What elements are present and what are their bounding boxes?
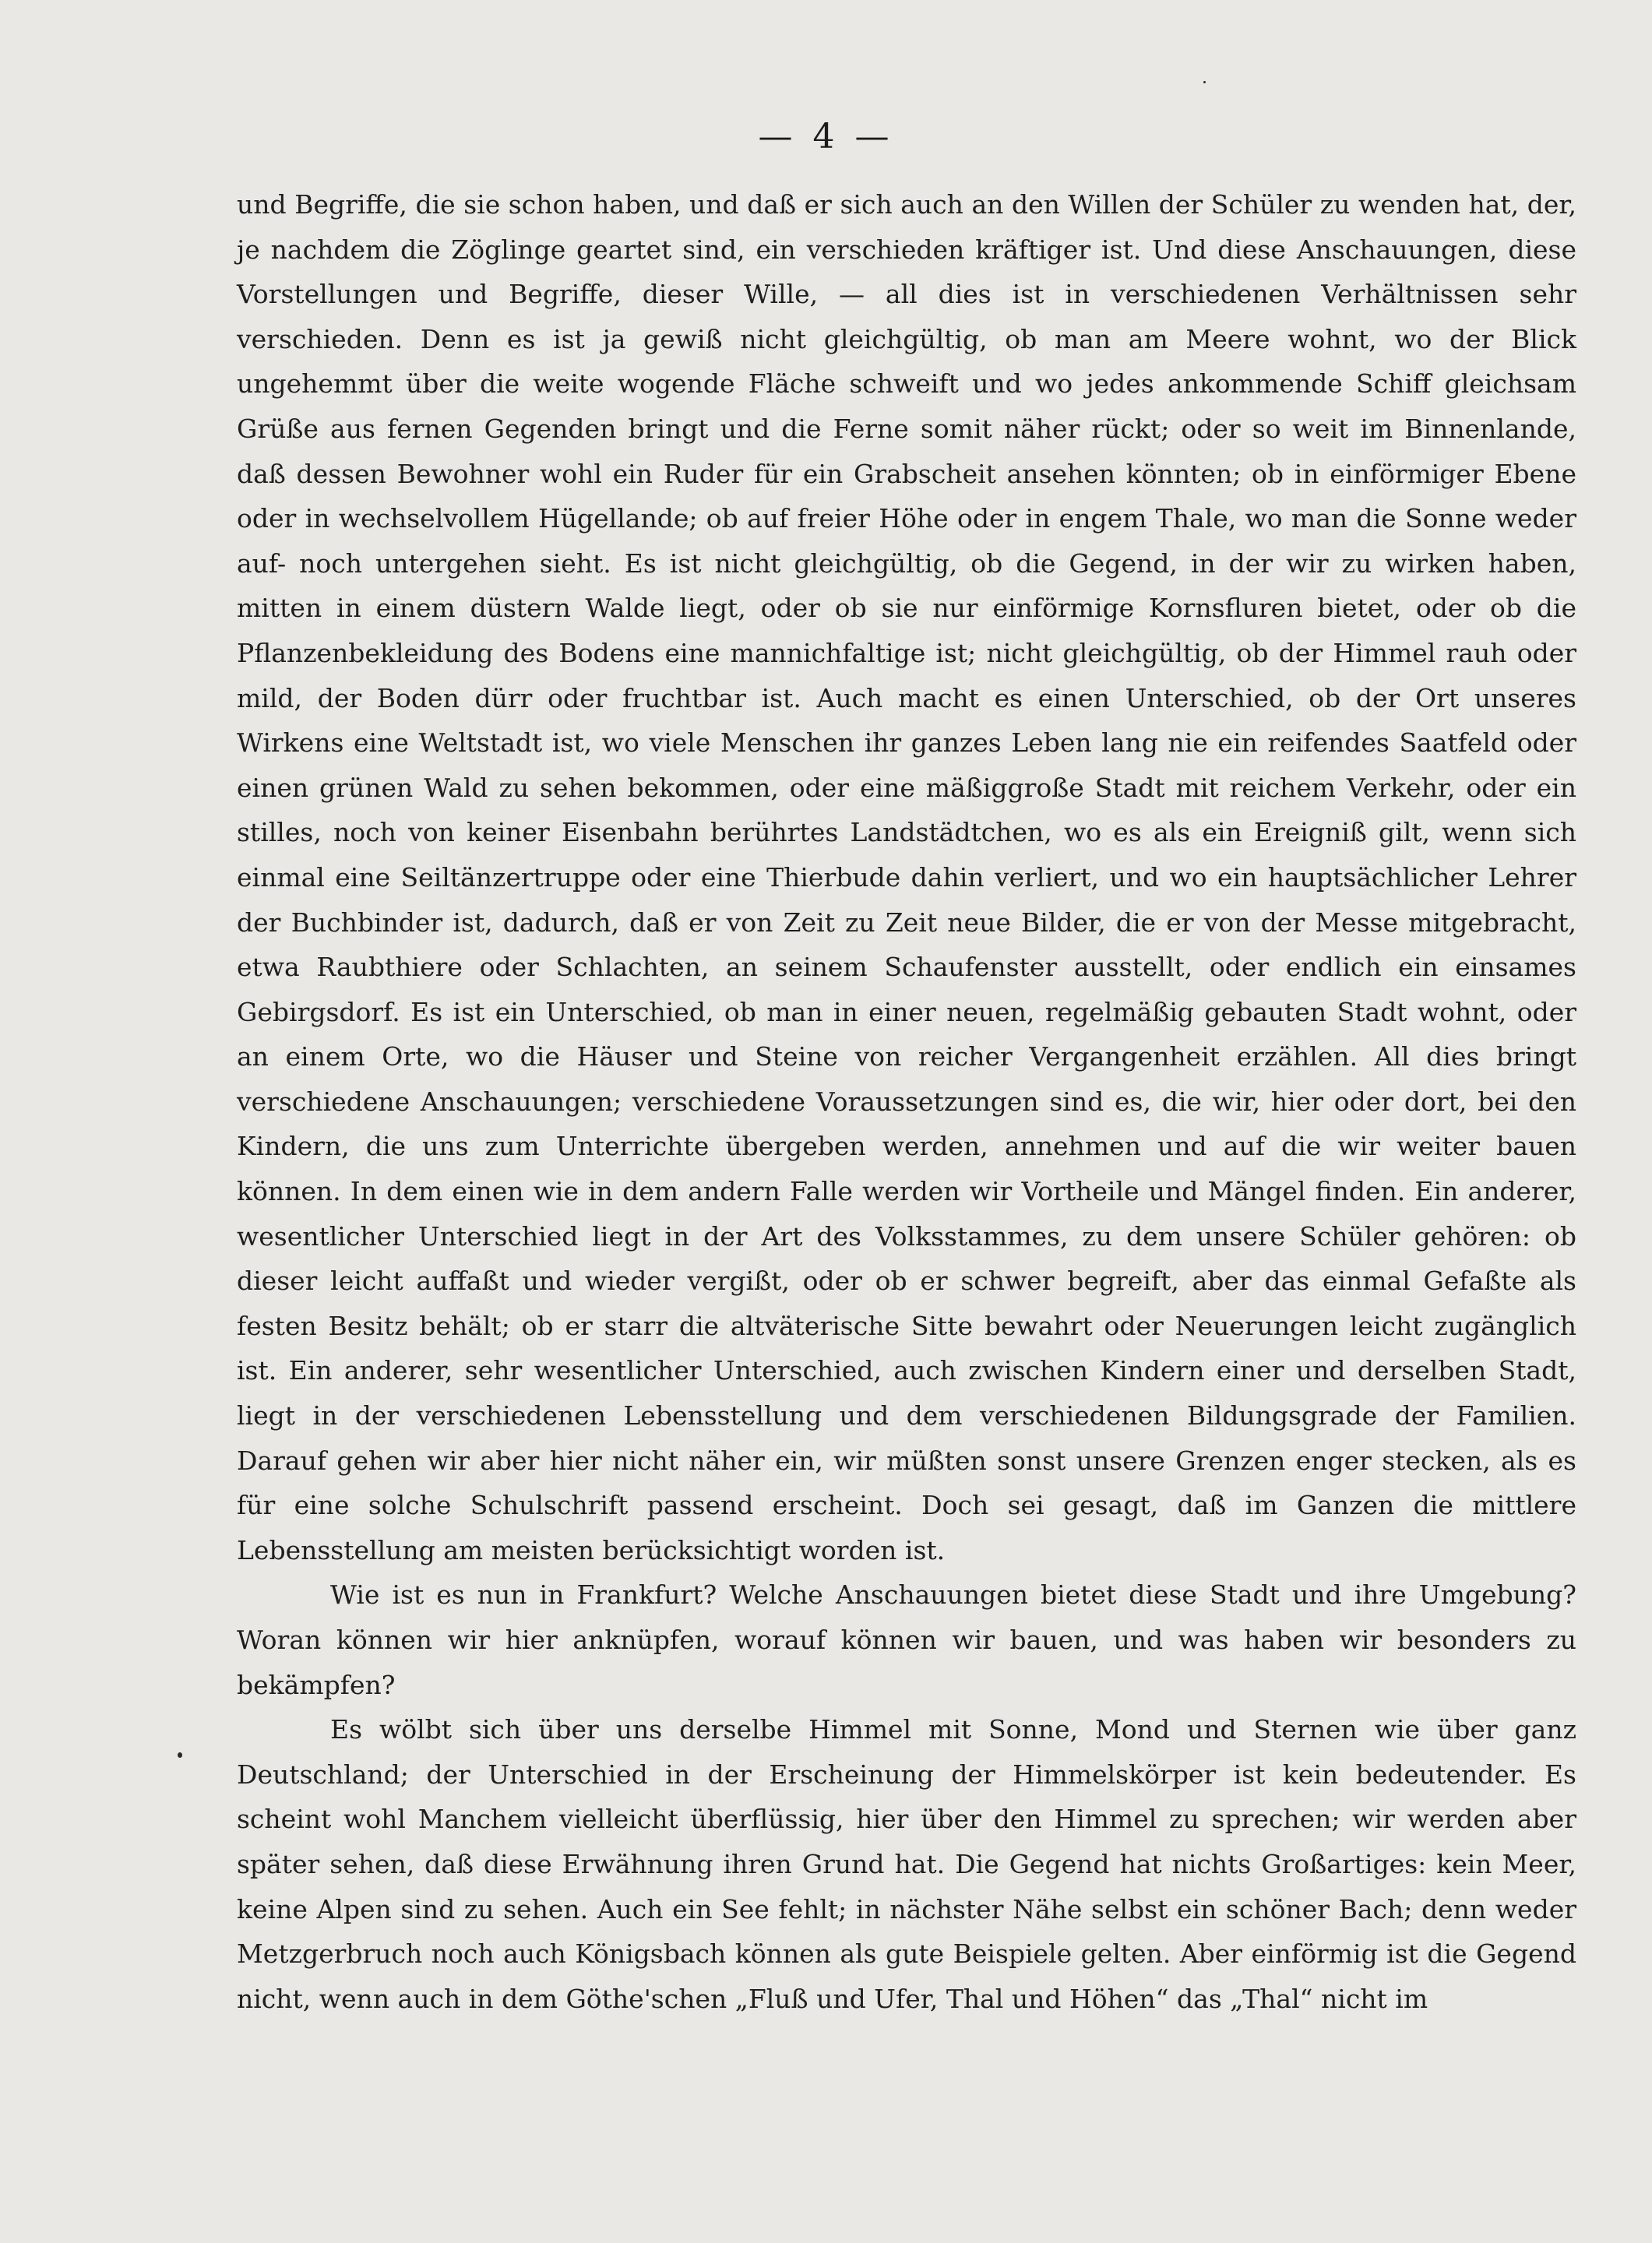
body-text — [237, 182, 1576, 2021]
paragraph-continuation: und Begriffe, die sie schon haben, und daß er sich auch an den Willen der Schüler zu wenden hat, der, je nachdem die Zöglinge geartet sind, ein verschieden kräftiger ist. Und diese Anschauungen, diese Vorstellungen und Begriffe, dieser Wille, — all dies ist in verschiedenen Verhältnissen sehr verschieden. Denn es ist ja gewiß nicht gleichgültig, ob man am Meere wohnt, wo der Blick ungehemmt über die weite wogende Fläche schweift und wo jedes ankommende Schiff gleichsam Grüße aus fernen Gegenden bringt und die Ferne somit näher rückt; oder so weit im Binnenlande, daß dessen Bewohner wohl ein Ruder für ein Grabscheit ansehen könnten; ob in einförmiger Ebene oder in wechselvollem Hügellande; ob auf freier Höhe oder in engem Thale, wo man die Sonne weder auf- noch untergehen sieht. Es ist nicht gleichgültig, ob die Gegend, in der wir zu wirken haben, mitten in einem düstern Walde liegt, oder ob sie nur einförmige Kornsfluren bietet, oder ob die Pflanzenbekleidung des Bodens eine mannichfaltige ist; nicht gleichgültig, ob der Himmel rauh oder mild, der Boden dürr oder fruchtbar ist. Auch macht es einen Unterschied, ob der Ort unseres Wirkens eine Weltstadt ist, wo viele Menschen ihr ganzes Leben lang nie ein reifendes Saatfeld oder einen grünen Wald zu sehen bekommen, oder eine mäßiggroße Stadt mit reichem Verkehr, oder ein stilles, noch von keiner Eisenbahn berührtes Landstädtchen, wo es als ein Ereigniß gilt, wenn sich einmal eine Seiltänzertruppe oder eine Thierbude dahin verliert, und wo ein hauptsächlicher Lehrer der Buchbinder ist, dadurch, daß er von Zeit zu Zeit neue Bilder, die er von der Messe mitgebracht, etwa Raubthiere oder Schlachten, an seinem Schaufenster ausstellt, oder endlich ein einsames Gebirgsdorf. Es ist ein Unterschied, ob man in einer neuen, regelmäßig gebauten Stadt wohnt, oder an einem Orte, wo die Häuser und Steine von reicher Vergangenheit erzählen. All dies bringt verschiedene Anschauungen; verschiedene Voraussetzungen sind es, die wir, hier oder dort, bei den Kindern, die uns zum Unterrichte übergeben werden, annehmen und auf die wir weiter bauen können. In dem einen wie in dem andern Falle werden wir Vortheile und Mängel finden. Ein anderer, wesentlicher Unterschied liegt in der Art des Volksstammes, zu dem unsere Schüler gehören: ob dieser leicht auffaßt und wieder vergißt, oder ob er schwer begreift, aber das einmal Gefaßte als festen Besitz behält; ob er starr die altväterische Sitte bewahrt oder Neuerungen leicht zugänglich ist. Ein anderer, sehr wesentlicher Unterschied, auch zwischen Kindern einer und derselben Stadt, liegt in der verschiedenen Lebensstellung und dem verschiedenen Bildungsgrade der Familien. Darauf gehen wir aber hier nicht näher ein, wir müßten sonst unsere Grenzen enger stecken, als es für eine solche Schulschrift passend erscheint. Doch sei gesagt, daß im Ganzen die mittlere Lebensstellung am meisten berücksichtigt worden ist. — [237, 189, 1576, 1565]
paragraph-frankfurt-question: Wie ist es nun in Frankfurt? Welche Anschauungen bietet diese Stadt und ihre Umgebung? Woran können wir hier anknüpfen, worauf können wir bauen, und was haben wir besonders zu bekämpfen? — [237, 1579, 1576, 1700]
print-speck — [178, 1752, 182, 1758]
page-number: — 4 — — [758, 117, 894, 157]
print-speck — [1203, 81, 1206, 83]
paragraph-sky-and-region: Es wölbt sich über uns derselbe Himmel mit Sonne, Mond und Sternen wie über ganz Deutschland; der Unterschied in der Erscheinung der Himmelskörper ist kein bedeutender. Es scheint wohl Manchem vielleicht überflüssig, hier über den Himmel zu sprechen; wir werden aber später sehen, daß diese Erwähnung ihren Grund hat. Die Gegend hat nichts Großartiges: kein Meer, keine Alpen sind zu sehen. Auch ein See fehlt; in nächster Nähe selbst ein schöner Bach; denn weder Metzgerbruch noch auch Königsbach können als gute Beispiele gelten. Aber einförmig ist die Gegend nicht, wenn auch in dem Göthe'schen „Fluß und Ufer, Thal und Höhen“ das „Thal“ nicht im — [237, 1714, 1576, 2014]
